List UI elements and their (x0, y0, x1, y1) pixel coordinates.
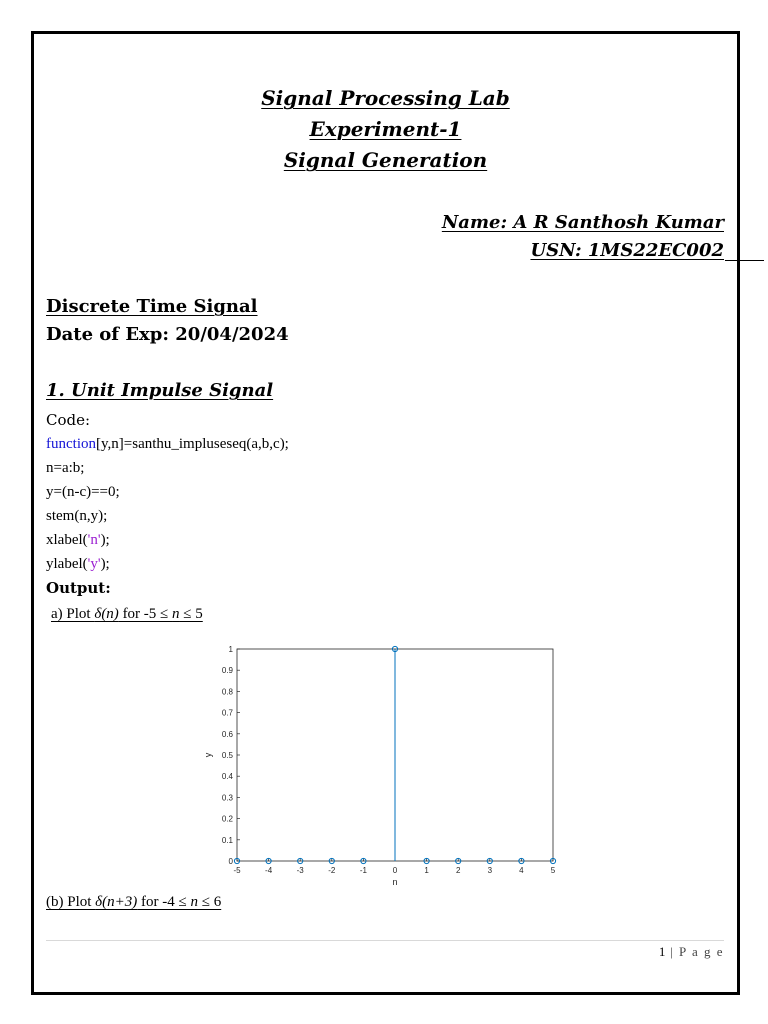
code-line-4: stem(n,y); (46, 508, 108, 524)
plot-a-caption (51, 606, 203, 623)
y-tick-label: 0.7 (221, 708, 233, 718)
code-line-6-pre: ylabel( (46, 556, 88, 572)
plot-a-caption-text (51, 606, 203, 622)
y-tick-label: 0 (228, 857, 233, 866)
y-tick-label: 0.6 (221, 729, 233, 739)
page-footer (659, 944, 724, 960)
code-line-3: y=(n-c)==0; (46, 484, 120, 500)
y-tick-label: 0.5 (221, 751, 233, 760)
section-title-text: Discrete Time Signal (46, 296, 258, 317)
title-line-topic: Signal Generation (283, 148, 488, 172)
plot-b-suffix: ≤ 6 (197, 894, 222, 910)
plot-b-func: δ(n+3) (95, 894, 138, 910)
plot-a-mid: for -5 ≤ (118, 606, 173, 622)
code-line-5-post: ); (100, 532, 110, 548)
plot-b-prefix: (b) Plot (46, 894, 96, 910)
x-tick-label: -4 (265, 866, 273, 875)
code-line-2: n=a:b; (46, 460, 85, 476)
student-usn (530, 240, 724, 261)
code-label: Code: (46, 411, 91, 429)
footer-rule (46, 940, 724, 941)
code-block (46, 408, 289, 600)
y-tick-label: 0.2 (221, 814, 233, 824)
x-tick-label: -3 (296, 866, 304, 875)
y-tick-label: 0.1 (221, 835, 233, 845)
section-title (46, 296, 258, 317)
doc-title (31, 86, 740, 110)
x-tick-label: -1 (359, 866, 367, 875)
title-line-experiment: Experiment-1 (309, 117, 462, 141)
student-name-text: Name: A R Santhosh Kumar (441, 212, 724, 233)
x-tick-label: 0 (392, 866, 398, 875)
plot-b-var: n (190, 894, 198, 910)
doc-subtitle-topic (31, 148, 740, 172)
x-tick-label: -5 (233, 866, 241, 875)
code-string-n: 'n' (87, 532, 101, 548)
page-number: 1 (658, 944, 666, 959)
plot-b-mid: for -4 ≤ (137, 894, 191, 910)
part1-heading (46, 380, 273, 401)
code-line-6-post: ); (100, 556, 110, 572)
code-line-5 (46, 528, 289, 552)
usn-extension-line (725, 260, 764, 261)
plot-b-caption-text (46, 894, 221, 910)
x-tick-label: 2 (455, 866, 461, 875)
plot-a-var: n (172, 606, 180, 622)
plot-a-suffix: ≤ 5 (179, 606, 203, 622)
y-tick-label: 0.8 (221, 687, 233, 697)
y-tick-label: 0.4 (221, 772, 233, 782)
student-usn-text: USN: 1MS22EC002 (530, 240, 724, 261)
x-axis-label: n (392, 877, 398, 887)
y-tick-label: 0.3 (221, 793, 233, 803)
code-line-1-rest: [y,n]=santhu_impluseseq(a,b,c); (96, 436, 289, 452)
page-label: | P a g e (665, 944, 724, 959)
x-tick-label: 3 (487, 866, 493, 875)
x-tick-label: 4 (519, 866, 524, 875)
student-name (442, 212, 724, 233)
y-tick-label: 1 (228, 645, 233, 654)
y-axis-label: y (203, 752, 213, 758)
experiment-date: Date of Exp: 20/04/2024 (46, 324, 289, 345)
part1-heading-text: 1. Unit Impulse Signal (46, 380, 274, 401)
doc-subtitle-experiment (31, 117, 740, 141)
code-string-y: 'y' (87, 556, 101, 572)
x-tick-label: 1 (424, 866, 429, 875)
y-tick-label: 0.9 (221, 666, 233, 676)
plot-a-prefix: a) Plot (51, 606, 95, 622)
output-label: Output: (46, 579, 111, 597)
code-line-6 (46, 552, 289, 576)
code-line-5-pre: xlabel( (46, 532, 88, 548)
title-line-lab: Signal Processing Lab (261, 86, 510, 110)
plot-a-func: δ(n) (94, 606, 119, 622)
plot-b-caption (46, 894, 221, 911)
code-line-1 (46, 432, 289, 456)
x-tick-label: -2 (328, 866, 336, 875)
x-tick-label: 5 (550, 866, 556, 875)
code-keyword: function (46, 436, 96, 452)
